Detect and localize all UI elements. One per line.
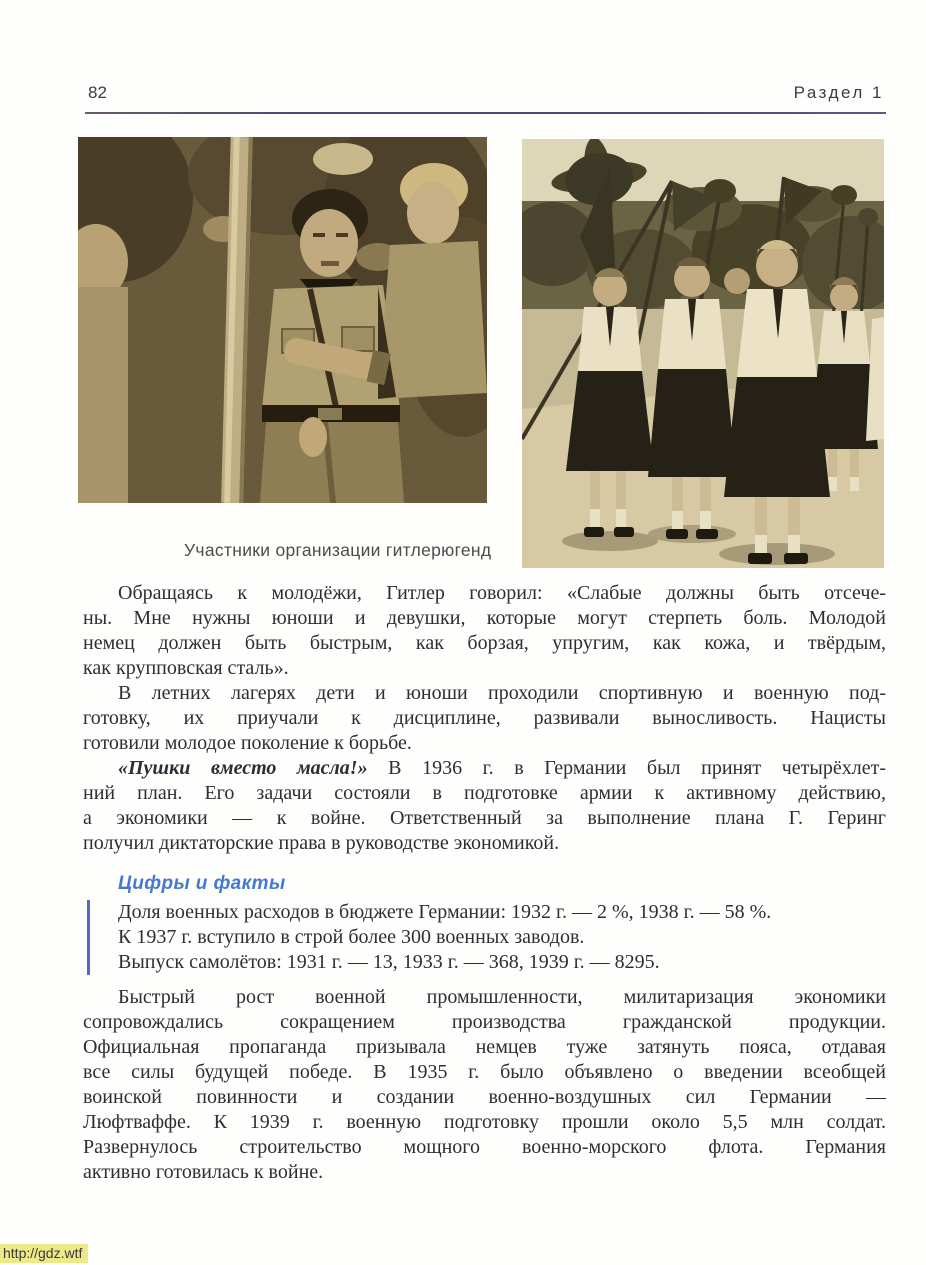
facts-heading: Цифры и факты — [118, 873, 286, 894]
text-line: как крупповская сталь». — [83, 657, 289, 679]
bold-italic-lead: «Пушки вместо масла!» — [118, 757, 368, 779]
photo-girls-marching — [522, 139, 884, 568]
text-line: воинской повинности и создании военно-воздушных сил Германии — — [83, 1086, 886, 1108]
watermark-url: http://gdz.wtf — [0, 1244, 88, 1263]
fact-line: Доля военных расходов в бюджете Германии: 1932 г. — 2 %, 1938 г. — 58 %. — [118, 901, 772, 923]
text-line: готовили молодое поколение к борьбе. — [83, 732, 412, 754]
page-number: 82 — [88, 83, 107, 102]
facts-body — [87, 900, 886, 975]
paragraph — [83, 985, 886, 1185]
text-line: сопровождались сокращением производства гражданской продукции. — [83, 1011, 886, 1033]
text-line: а экономики — к войне. Ответственный за выполнение плана Г. Геринг — [83, 807, 886, 829]
text-line: В летних лагерях дети и юноши проходили спортивную и военную под- — [118, 682, 886, 704]
text-line: получил диктаторские права в руководстве экономикой. — [83, 832, 560, 854]
fact-line: Выпуск самолётов: 1931 г. — 13, 1933 г. — 368, 1939 г. — 8295. — [118, 951, 660, 973]
text-line: активно готовилась к войне. — [83, 1161, 324, 1183]
text-line: Люфтваффе. К 1939 г. военную подготовку прошли около 5,5 млн солдат. — [83, 1111, 886, 1133]
text-line: Быстрый рост военной промышленности, милитаризация экономики — [118, 986, 886, 1008]
fact-line: К 1937 г. вступило в строй более 300 военных заводов. — [118, 926, 585, 948]
text-line: «Пушки вместо масла!» В 1936 г. в Германии был принят четырёхлет- — [118, 757, 886, 779]
header-rule — [85, 112, 886, 114]
girls-photo-illustration — [522, 139, 884, 568]
text-line: Обращаясь к молодёжи, Гитлер говорил: «Слабые должны быть отсече- — [118, 582, 886, 604]
text-line: ний план. Его задачи состояли в подготовке армии к активному действию, — [83, 782, 886, 804]
section-header: Раздел 1 — [793, 83, 884, 102]
paragraph — [83, 681, 886, 756]
text-line: все силы будущей победе. В 1935 г. было объявлено о введении всеобщей — [83, 1061, 886, 1083]
text-line: Официальная пропаганда призывала немцев туже затянуть пояса, отдавая — [83, 1036, 886, 1058]
paragraphs-top — [83, 581, 886, 856]
text-line: Развернулось строительство мощного военно-морского флота. Германия — [83, 1136, 886, 1158]
facts-block — [83, 872, 886, 975]
paragraph — [83, 756, 886, 856]
body-text — [83, 581, 886, 1185]
text-line: готовку, их приучали к дисциплине, развивали выносливость. Нацисты — [83, 707, 886, 729]
boys-photo-illustration — [78, 137, 487, 503]
photo-caption: Участники организации гитлерюгенд — [184, 540, 492, 560]
photo-hitler-youth-boys — [78, 137, 487, 503]
text-line: ны. Мне нужны юноши и девушки, которые могут стерпеть боль. Молодой — [83, 607, 886, 629]
text-line: немец должен быть быстрым, как борзая, упругим, как кожа, и твёрдым, — [83, 632, 886, 654]
paragraph — [83, 581, 886, 681]
closing-paragraph — [83, 985, 886, 1185]
